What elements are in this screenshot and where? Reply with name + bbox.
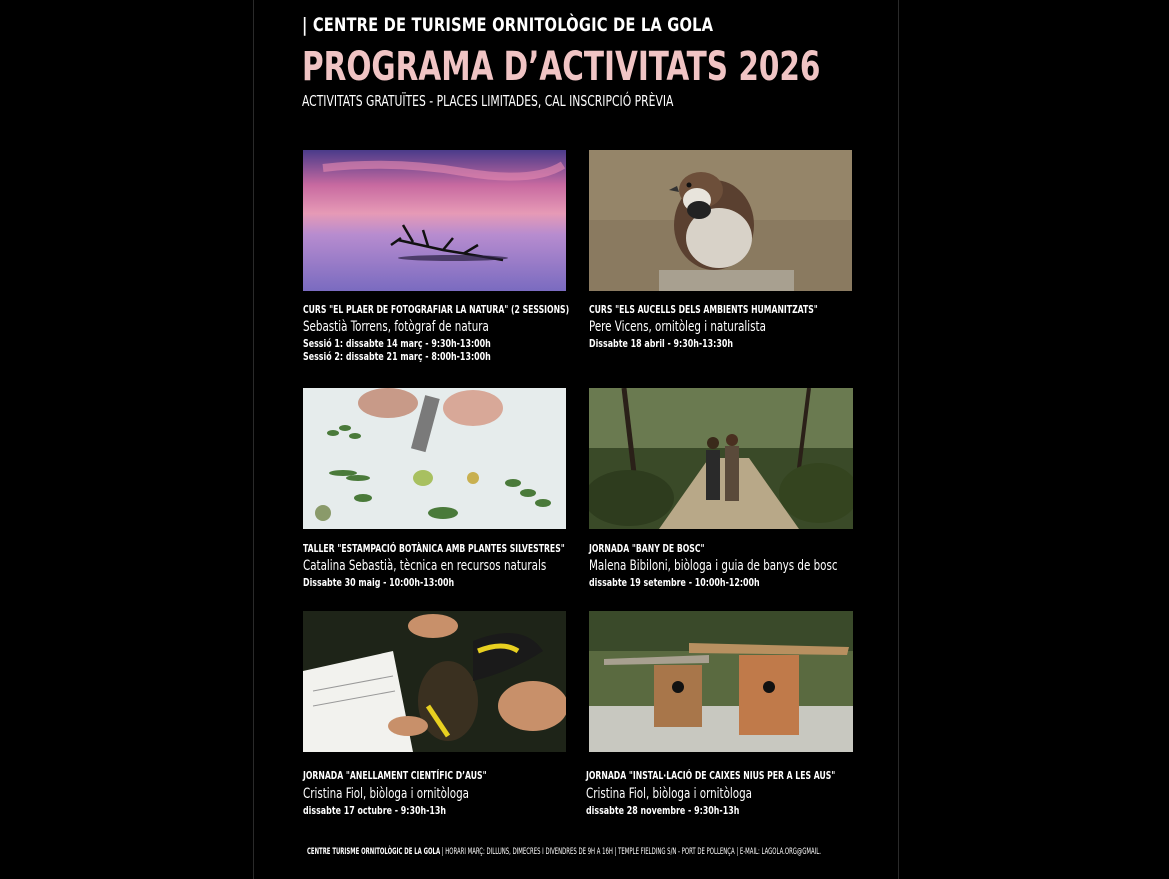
activity-person: Catalina Sebastià, tècnica en recursos naturals xyxy=(303,558,547,574)
footer-info xyxy=(307,847,821,857)
activity-person: Sebastià Torrens, fotògraf de natura xyxy=(303,319,489,335)
activity-date: dissabte 17 octubre - 9:30h-13h xyxy=(303,804,447,817)
nest-boxes-image xyxy=(589,611,853,752)
activity-title: TALLER "ESTAMPACIÓ BOTÀNICA AMB PLANTES SILVESTRES" xyxy=(303,542,565,555)
activity-person: Malena Bibiloni, biòloga i guia de banys de bosc xyxy=(589,558,838,574)
activity-person: Cristina Fiol, biòloga i ornitòloga xyxy=(586,786,752,802)
botanical-print-image xyxy=(303,388,566,529)
activity-date: Dissabte 18 abril - 9:30h-13:30h xyxy=(589,337,733,350)
activity-date: dissabte 19 setembre - 10:00h-12:00h xyxy=(589,576,760,589)
activity-date: Sessió 2: dissabte 21 març - 8:00h-13:00h xyxy=(303,350,491,363)
activity-title: JORNADA "ANELLAMENT CIENTÍFIC D’AUS" xyxy=(303,769,487,782)
program-title: PROGRAMA D’ACTIVITATS 2026 xyxy=(302,44,821,90)
center-name: | CENTRE DE TURISME ORNITOLÒGIC DE LA GOLA xyxy=(302,14,714,36)
sparrow-image xyxy=(589,150,852,291)
activity-title: JORNADA "INSTAL·LACIÓ DE CAIXES NIUS PER A LES AUS" xyxy=(586,769,836,782)
activity-date: dissabte 28 novembre - 9:30h-13h xyxy=(586,804,740,817)
sunset-lake-image xyxy=(303,150,566,291)
activity-person: Pere Vicens, ornitòleg i naturalista xyxy=(589,319,766,335)
footer-center-name: CENTRE TURISME ORNITOLÒGIC DE LA GOLA xyxy=(307,847,441,857)
bird-ringing-image xyxy=(303,611,566,752)
activity-person: Cristina Fiol, biòloga i ornitòloga xyxy=(303,786,469,802)
activity-date: Sessió 1: dissabte 14 març - 9:30h-13:00h xyxy=(303,337,491,350)
forest-walk-image xyxy=(589,388,853,529)
poster xyxy=(253,0,899,879)
activity-title: CURS "EL PLAER DE FOTOGRAFIAR LA NATURA" (2 SESSIONS) xyxy=(303,303,570,316)
footer-details: | HORARI MARÇ: DILLUNS, DIMECRES I DIVENDRES DE 9H A 16H | TEMPLE FIELDING S/N - PORT DE POLLENÇA | E-MAIL: LAGOLA.ORG@GMAIL. xyxy=(440,847,821,857)
activity-date: Dissabte 30 maig - 10:00h-13:00h xyxy=(303,576,455,589)
program-subtitle: ACTIVITATS GRATUÏTES - PLACES LIMITADES, CAL INSCRIPCIÓ PRÈVIA xyxy=(302,92,674,110)
activity-title: JORNADA "BANY DE BOSC" xyxy=(589,542,705,555)
activity-title: CURS "ELS AUCELLS DELS AMBIENTS HUMANITZATS" xyxy=(589,303,818,316)
